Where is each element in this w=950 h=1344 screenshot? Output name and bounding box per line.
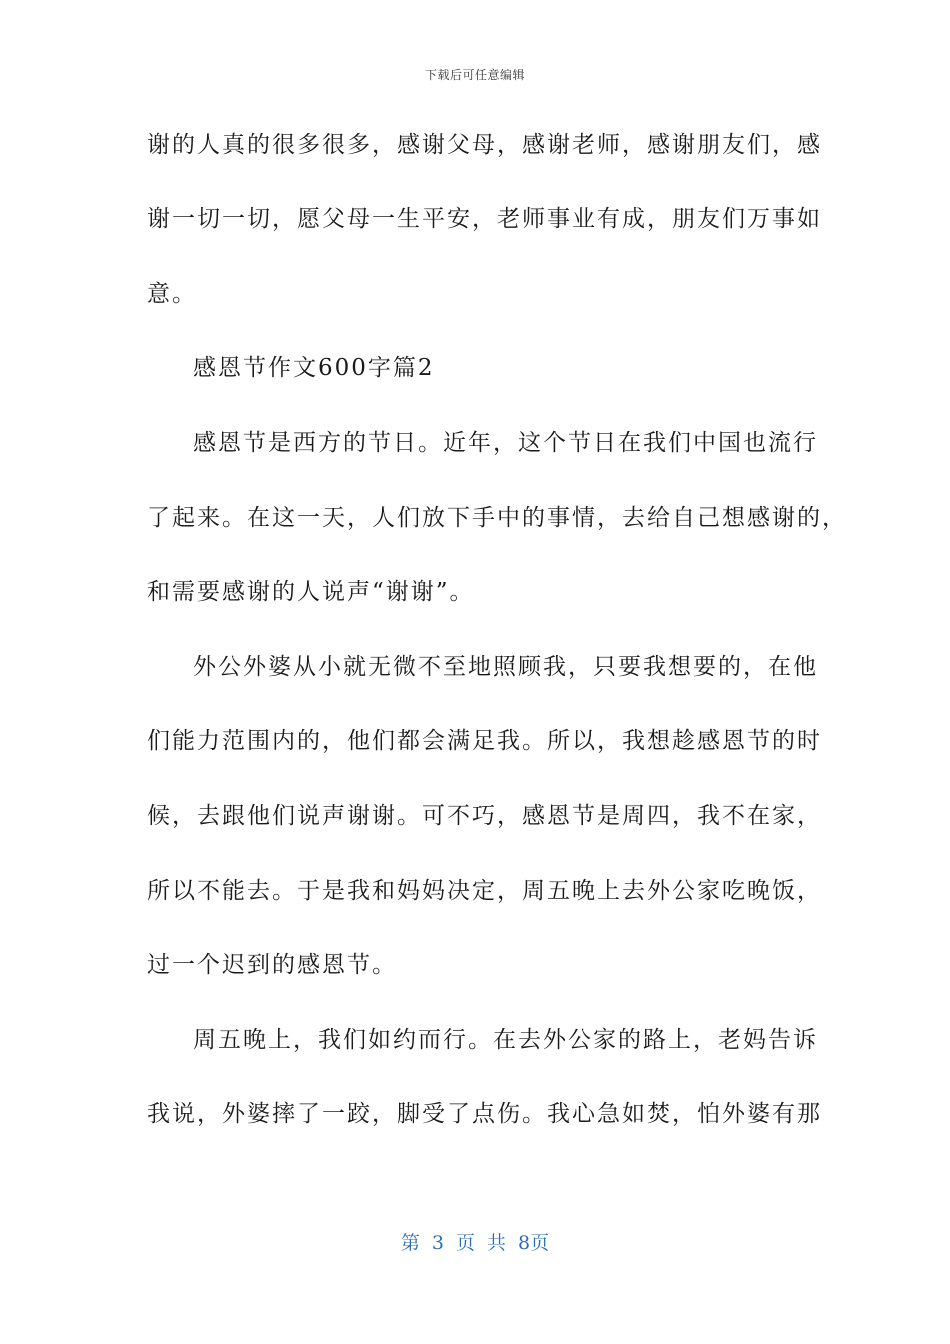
- page-header: 下载后可任意编辑: [424, 68, 525, 82]
- body-line: 感恩节是西方的节日。近年，这个节日在我们中国也流行: [193, 430, 818, 456]
- body-line: 过一个迟到的感恩节。: [147, 952, 397, 978]
- section-heading: 感恩节作文600字篇2: [193, 355, 435, 381]
- footer-current-page: 3: [431, 1232, 444, 1254]
- footer-total: 8页: [518, 1232, 550, 1254]
- footer-prefix: 第: [400, 1232, 420, 1254]
- body-line: 所以不能去。于是我和妈妈决定，周五晚上去外公家吃晚饭，: [147, 878, 822, 904]
- page-footer: [0, 1228, 950, 1255]
- body-line: 周五晚上，我们如约而行。在去外公家的路上，老妈告诉: [193, 1027, 818, 1053]
- body-line: 了起来。在这一天，人们放下手中的事情，去给自己想感谢的，: [147, 505, 847, 531]
- body-line: 外公外婆从小就无微不至地照顾我，只要我想要的，在他: [193, 654, 818, 680]
- footer-middle: 页 共: [455, 1232, 507, 1254]
- body-line: 我说，外婆摔了一跤，脚受了点伤。我心急如焚，怕外婆有那: [147, 1101, 822, 1127]
- body-line: 谢的人真的很多很多，感谢父母，感谢老师，感谢朋友们，感: [147, 132, 822, 158]
- body-line: 和需要感谢的人说声“谢谢”。: [147, 579, 475, 605]
- body-line: 们能力范围内的，他们都会满足我。所以，我想趁感恩节的时: [147, 728, 822, 754]
- body-line: 意。: [147, 281, 197, 307]
- body-line: 候，去跟他们说声谢谢。可不巧，感恩节是周四，我不在家，: [147, 803, 822, 829]
- body-line: 谢一切一切，愿父母一生平安，老师事业有成，朋友们万事如: [147, 206, 822, 232]
